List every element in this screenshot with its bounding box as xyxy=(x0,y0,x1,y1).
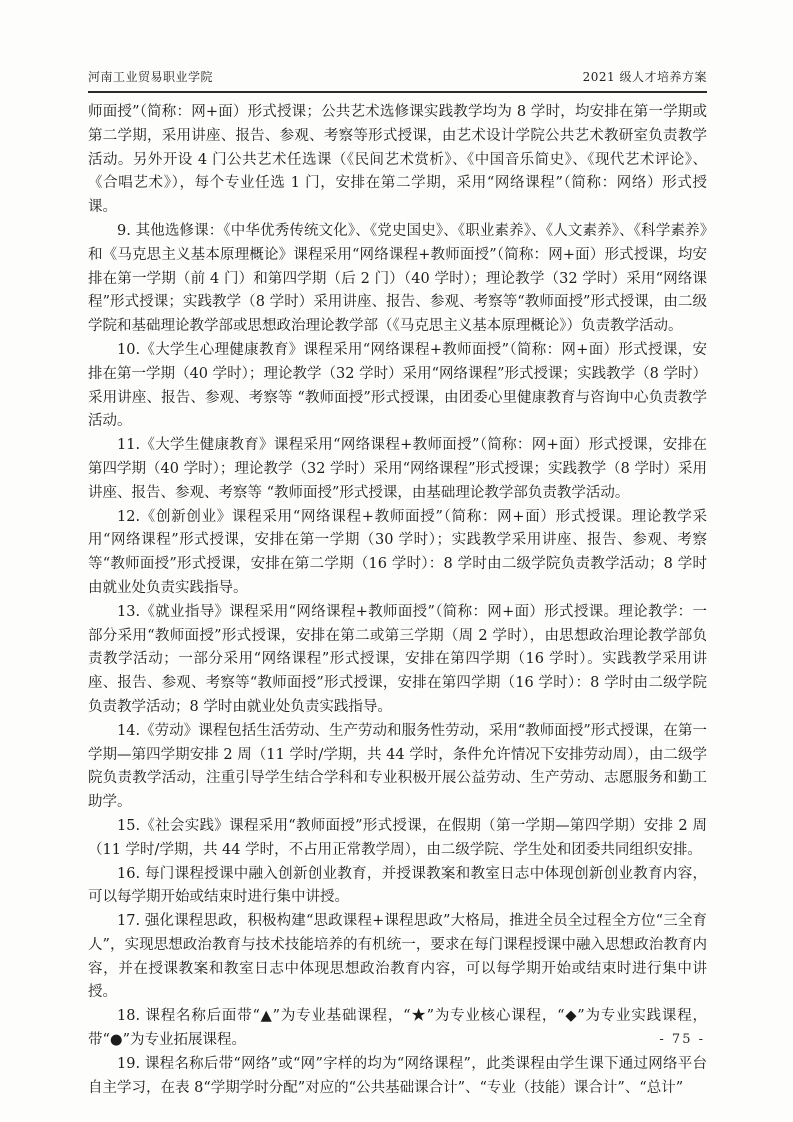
paragraph: 11.《大学生健康教育》课程采用“网络课程+教师面授”（简称：网+面）形式授课，安排在第四学期（40 学时）；理论教学（32 学时）采用“网络课程”形式授课；实践教学（8 学时）采用讲座、报告、参观、考察等 “教师面授”形式授课，由基础理论教学部负责教学活动。 xyxy=(88,437,707,501)
paragraph: 17. 强化课程思政，积极构建“思政课程+课程思政”大格局，推进全员全过程全方位“三全育人”，实现思想政治教育与技术技能培养的有机统一，要求在每门课程授课中融入思想政治教育内容，并在授课教案和教室日志中体现思想政治教育内容，可以每学期开始或结束时进行集中讲授。 xyxy=(88,913,707,1001)
paragraph: 9. 其他选修课：《中华优秀传统文化》、《党史国史》、《职业素养》、《人文素养》、《科学素养》和《马克思主义基本原理概论》课程采用“网络课程+教师面授”（简称：网+面）形式授课，均安排在第一学期（前 4 门）和第四学期（后 2 门）（40 学时）；理论教学（32 学时）采用“网络课程”形式授课；实践教学（8 学时）采用讲座、报告、参观、考察等“教师面授”形式授课，由二级学院和基础理论教学部或思想政治理论教学部（《马克思主义基本原理概论》）负责教学活动。 xyxy=(88,222,707,335)
page-number: - 75 - xyxy=(659,1032,705,1047)
header-plan-title: 2021 级人才培养方案 xyxy=(582,70,707,84)
paragraph: 师面授”（简称：网+面）形式授课；公共艺术选修课实践教学均为 8 学时，均安排在第一学期或第二学期，采用讲座、报告、参观、考察等形式授课，由艺术设计学院公共艺术教研室负责教学活动。另外开设 4 门公共艺术任选课（《民间艺术赏析》、《中国音乐简史》、《现代艺术评论》、《合唱艺术》），每个专业任选 1 门，安排在第二学期，采用“网络课程”（简称：网络）形式授课。 xyxy=(88,104,707,216)
page-footer xyxy=(659,1032,705,1047)
paragraph: 10.《大学生心理健康教育》课程采用“网络课程+教师面授”（简称：网+面）形式授课，安排在第一学期（40 学时）；理论教学（32 学时）采用“网络课程”形式授课；实践教学（8 学时）采用讲座、报告、参观、考察等 “教师面授”形式授课，由团委心里健康教育与咨询中心负责教学活动。 xyxy=(88,341,707,430)
document-body xyxy=(88,101,707,1100)
paragraph: 14.《劳动》课程包括生活劳动、生产劳动和服务性劳动，采用“教师面授”形式授课，在第一学期—第四学期安排 2 周（11 学时/学期，共 44 学时，条件允许情况下安排劳动周），由二级学院负责教学活动，注重引导学生结合学科和专业积极开展公益劳动、生产劳动、志愿服务和勤工助学。 xyxy=(88,722,707,811)
paragraph: 18. 课程名称后面带“▲”为专业基础课程，“★”为专业核心课程，“◆”为专业实践课程，带“●”为专业拓展课程。 xyxy=(88,1008,707,1049)
paragraph: 16. 每门课程授课中融入创新创业教育，并授课教案和教室日志中体现创新创业教育内容，可以每学期开始或结束时进行集中讲授。 xyxy=(88,865,707,906)
header-school-name: 河南工业贸易职业学院 xyxy=(88,70,214,84)
paragraph: 13.《就业指导》课程采用“网络课程+教师面授”（简称：网+面）形式授课。理论教学：一部分采用“教师面授”形式授课，安排在第二或第三学期（周 2 学时），由思想政治理论教学部负责教学活动；一部分采用“网络课程”形式授课，安排在第四学期（16 学时）。实践教学采用讲座、报告、参观、考察等“教师面授”形式授课，安排在第四学期（16 学时）：8 学时由二级学院负责教学活动；8 学时由就业处负责实践指导。 xyxy=(88,603,707,715)
paragraph: 19. 课程名称后带“网络”或“网”字样的均为“网络课程”，此类课程由学生课下通过网络平台自主学习，在表 8“学期学时分配”对应的“公共基础课合计”、“专业（技能）课合计”、“总计” xyxy=(88,1055,707,1096)
paragraph: 12.《创新创业》课程采用“网络课程+教师面授”（简称：网+面）形式授课。理论教学采用“网络课程”形式授课，安排在第一学期（30 学时）；实践教学采用讲座、报告、参观、考察等“教师面授”形式授课，安排在第二学期（16 学时）：8 学时由二级学院负责教学活动；8 学时由就业处负责实践指导。 xyxy=(88,508,707,596)
paragraph: 15.《社会实践》课程采用“教师面授”形式授课，在假期（第一学期—第四学期）安排 2 周（11 学时/学期，共 44 学时，不占用正常教学周），由二级学院、学生处和团委共同组织安排。 xyxy=(88,817,707,858)
page-header xyxy=(88,68,707,93)
